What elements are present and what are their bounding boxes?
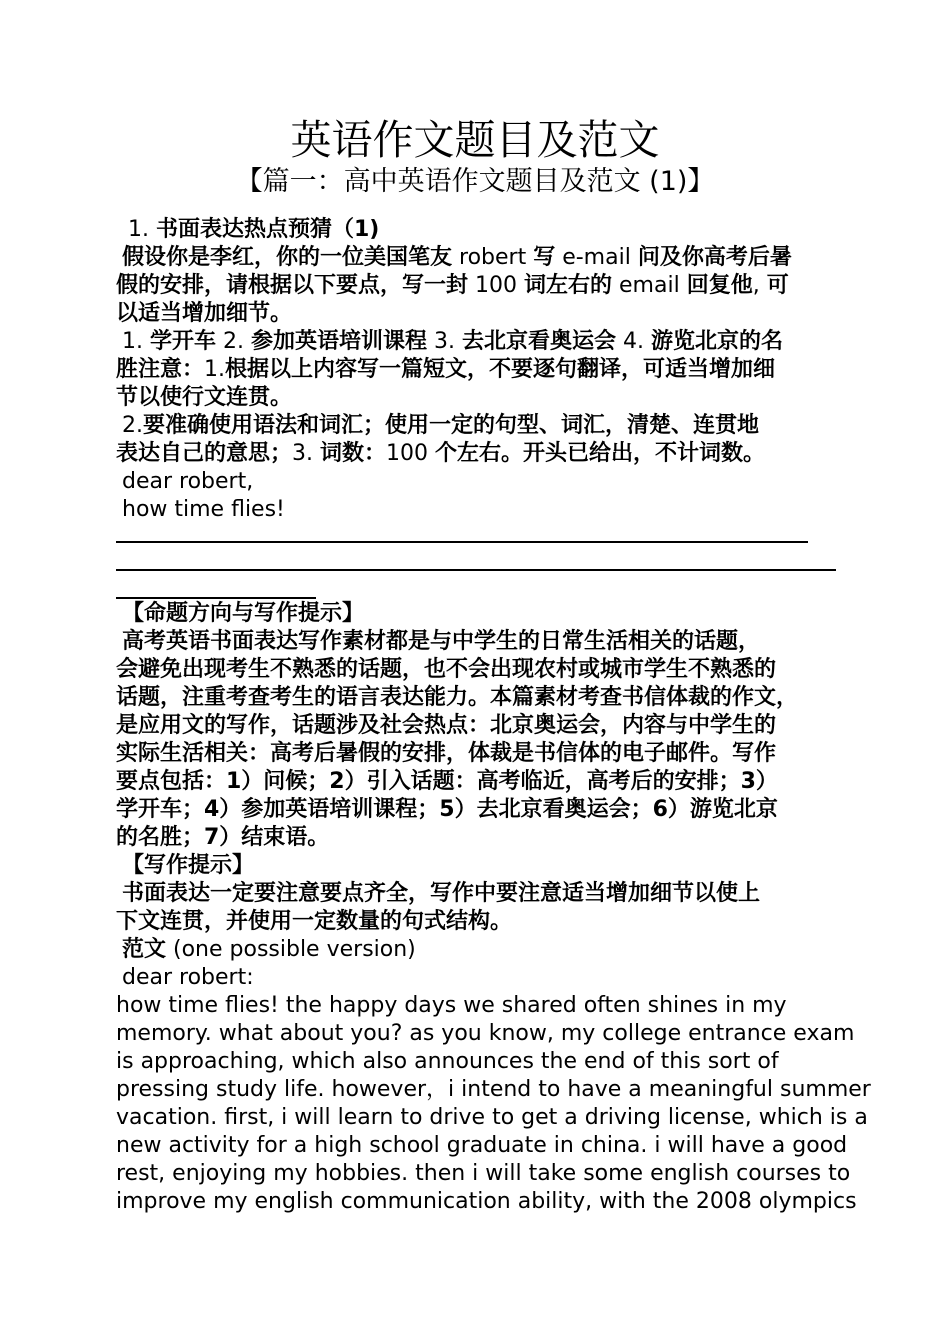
text-segment: email [612, 273, 687, 298]
analysis-line: 的名胜；7）结束语。 [116, 825, 330, 850]
text-segment: robert [452, 245, 534, 270]
letter-greeting: dear robert, [122, 469, 254, 494]
requirement-line-4 [116, 412, 846, 440]
requirement-line-5 [116, 440, 846, 468]
sample-line: pressing study life. however，i intend to have a meaningful summer [116, 1077, 871, 1102]
answer-blank-line [116, 597, 316, 599]
sample-line: is approaching, which also announces the end of this sort of [116, 1049, 779, 1074]
text-segment: 假的安排，请根据以下要点，写一封 [116, 273, 469, 298]
sample-line: vacation. first, i will learn to drive to get a driving license, which is a [116, 1105, 868, 1130]
analysis-line: 会避免出现考生不熟悉的话题，也不会出现农村或城市学生不熟悉的 [116, 657, 777, 682]
text-segment: 回复他 [686, 273, 753, 298]
page-subtitle: 【篇一：高中英语作文题目及范文 (1)】 [235, 166, 715, 197]
letter-opening: how time flies! [122, 497, 285, 522]
text-segment: 参加英语培训课程 [250, 329, 427, 354]
text-segment: 学开车 [149, 329, 216, 354]
sample-line: how time flies! the happy days we shared often shines in my [116, 993, 787, 1018]
section-heading-2: 【命题方向与写作提示】 [122, 601, 365, 626]
text-segment: 2. [216, 329, 251, 354]
text-segment: 4. [616, 329, 651, 354]
sample-line: memory. what about you? as you know, my college entrance exam [116, 1021, 855, 1046]
page-title: 英语作文题目及范文 [290, 116, 660, 164]
text-segment: 个左右。开头已给出，不计词数。 [435, 441, 766, 466]
analysis-line: 要点包括：1）问候；2）引入话题：高考临近，高考后的安排；3） [116, 769, 778, 794]
answer-blank-line [116, 541, 808, 543]
text-segment: 去北京看奥运会 [461, 329, 616, 354]
requirement-line-3: 节以使行文连贯。 [116, 385, 293, 410]
heading-number: 1. [128, 217, 156, 242]
sample-line: improve my english communication ability, with the 2008 olympics [116, 1189, 857, 1214]
text-segment: 词数： [320, 441, 387, 466]
text-segment: 100 [386, 441, 435, 466]
text-segment: 1. [122, 329, 150, 354]
section-heading-1 [122, 216, 852, 244]
sample-label: 范文 [122, 937, 167, 962]
text-segment: 3. [292, 441, 320, 466]
text-segment: 根据以上内容写一篇短文，不要逐句翻译，可适当增加细 [225, 357, 776, 382]
text-segment: 3. [427, 329, 462, 354]
text-segment: , [752, 273, 767, 298]
text-segment: 可 [766, 273, 789, 298]
prompt-line-3: 以适当增加细节。 [116, 301, 293, 326]
requirement-line-2 [116, 356, 846, 384]
text-segment: 词左右的 [524, 273, 613, 298]
tips-line: 书面表达一定要注意要点齐全，写作中要注意适当增加细节以使上 [122, 881, 761, 906]
text-segment: 游览北京的名 [650, 329, 783, 354]
analysis-line: 实际生活相关：高考后暑假的安排，体裁是书信体的电子邮件。写作 [116, 741, 777, 766]
text-segment: e-mail [555, 245, 638, 270]
sample-greeting: dear robert: [122, 965, 254, 990]
analysis-line: 话题，注重考查考生的语言表达能力。本篇素材考查书信体裁的作文， [116, 685, 799, 710]
analysis-line: 是应用文的写作，话题涉及社会热点：北京奥运会，内容与中学生的 [116, 713, 777, 738]
text-segment: 要准确使用语法和词汇；使用一定的句型、词汇，清楚、连贯地 [143, 413, 760, 438]
analysis-line: 高考英语书面表达写作素材都是与中学生的日常生活相关的话题， [122, 629, 761, 654]
text-segment: 问及你高考后暑 [637, 245, 792, 270]
prompt-line-1 [116, 244, 846, 272]
tips-line: 下文连贯，并使用一定数量的句式结构。 [116, 909, 513, 934]
sample-line: new activity for a high school graduate in china. i will have a good [116, 1133, 848, 1158]
sample-note: (one possible version) [166, 937, 416, 962]
answer-blank-line [116, 569, 836, 571]
text-segment: 胜注意： [116, 357, 205, 382]
text-segment: 表达自己的意思； [116, 441, 293, 466]
text-segment: 2. [122, 413, 143, 438]
requirement-line-1 [116, 328, 846, 356]
sample-line: rest, enjoying my hobbies. then i will take some english courses to [116, 1161, 851, 1186]
prompt-line-2 [116, 272, 846, 300]
sample-heading [122, 936, 852, 964]
text-segment: 100 [468, 273, 524, 298]
text-segment: 写 [533, 245, 556, 270]
section-heading-3: 【写作提示】 [122, 853, 255, 878]
text-segment: 1. [204, 357, 226, 382]
text-segment: 假设你是李红，你的一位美国笔友 [122, 245, 453, 270]
heading-text: 书面表达热点预猜（1) [155, 217, 380, 242]
analysis-line: 学开车；4）参加英语培训课程；5）去北京看奥运会；6）游览北京 [116, 797, 778, 822]
